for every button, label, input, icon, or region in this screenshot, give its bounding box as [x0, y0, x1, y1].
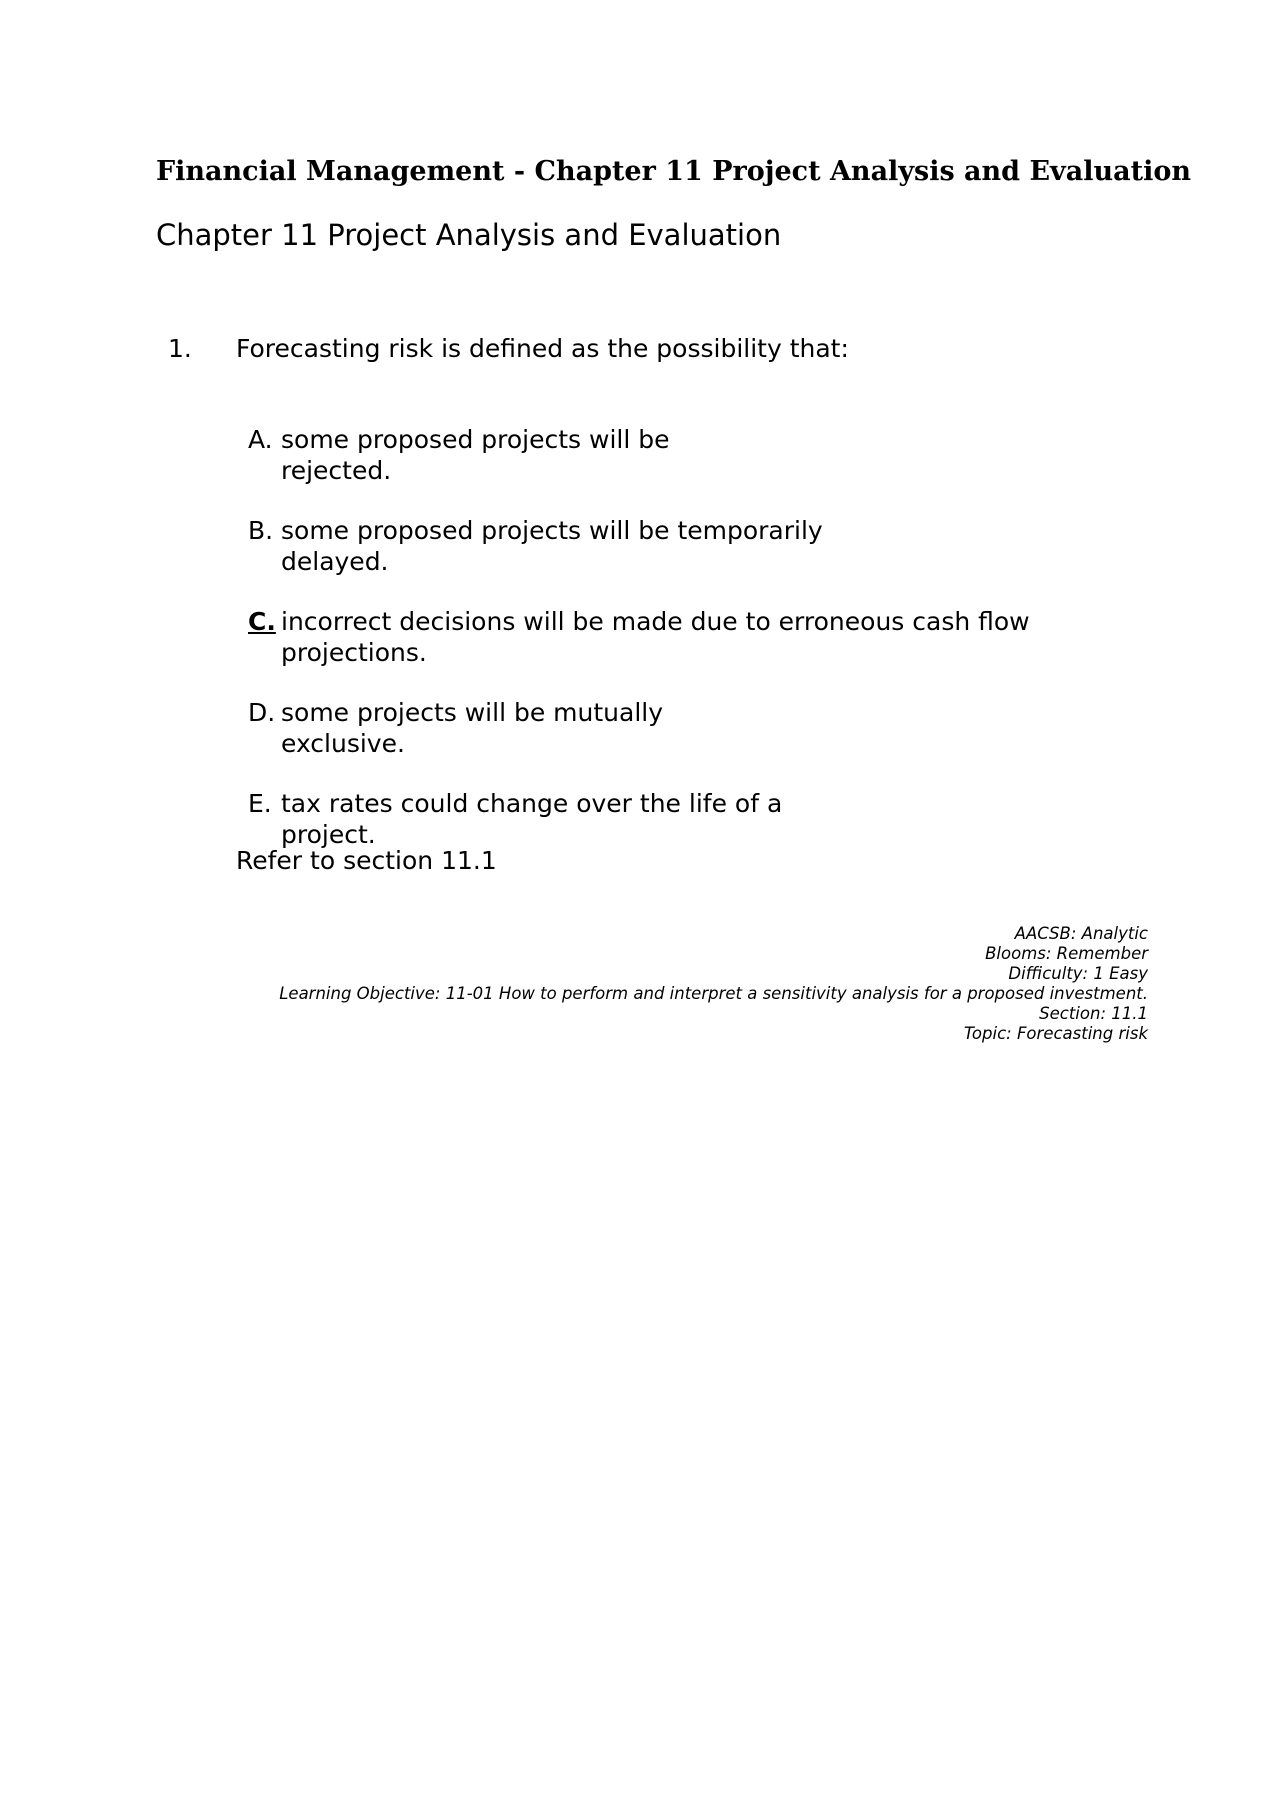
meta-section: Section: 11.1 [1039, 1004, 1148, 1023]
option-text: some proposed projects will be temporarily delayed. [281, 516, 823, 576]
option-b [248, 515, 1108, 577]
option-c [248, 606, 1108, 668]
question-stem: Forecasting risk is defined as the possibility that: [236, 334, 849, 363]
option-text: incorrect decisions will be made due to erroneous cash flow projections. [281, 607, 1030, 667]
option-e [248, 788, 1108, 850]
option-text: some proposed projects will be rejected. [281, 425, 670, 485]
meta-aacsb: AACSB: Analytic [1014, 924, 1148, 943]
option-text: tax rates could change over the life of a project. [281, 789, 783, 849]
option-letter-correct: C. [248, 607, 276, 636]
chapter-title: Chapter 11 Project Analysis and Evaluation [156, 218, 782, 252]
option-letter: B. [248, 516, 274, 545]
question-metadata [279, 924, 1148, 1044]
answer-options [248, 424, 1108, 850]
option-text: some projects will be mutually exclusive. [281, 698, 664, 758]
meta-learning-objective: Learning Objective: 11-01 How to perform and interpret a sensitivity analysis for a proposed investment. [279, 984, 1148, 1003]
option-letter: D. [248, 698, 276, 727]
option-letter: A. [248, 425, 273, 454]
meta-blooms: Blooms: Remember [985, 944, 1148, 963]
refer-to-section: Refer to section 11.1 [236, 846, 497, 875]
meta-topic: Topic: Forecasting risk [963, 1024, 1148, 1043]
meta-difficulty: Difficulty: 1 Easy [1008, 964, 1148, 983]
option-a [248, 424, 1108, 486]
question-number: 1. [168, 334, 192, 363]
option-letter: E. [248, 789, 272, 818]
document-header-title: Financial Management - Chapter 11 Project Analysis and Evaluation [156, 156, 1191, 187]
option-d [248, 697, 1108, 759]
